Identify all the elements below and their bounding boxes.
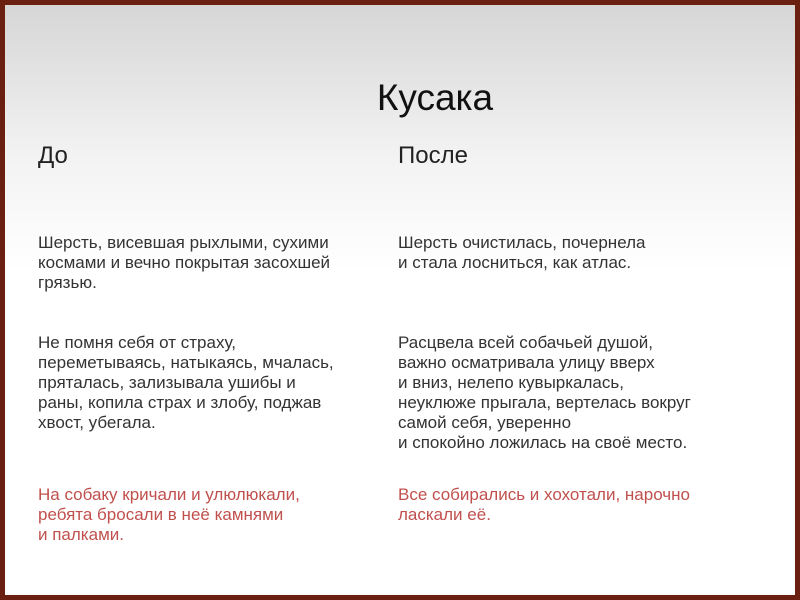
slide-title: Кусака [376, 77, 494, 118]
cell-after-fur: Шерсть очистилась, почернела и стала лосниться, как атлас. [398, 233, 646, 272]
cell-after-behavior: Расцвела всей собачьей душой, важно осматривала улицу вверх и вниз, нелепо кувыркалась, неуклюже прыгала, вертелась вокруг самой себя, уверенно и спокойно ложилась на своё место. [398, 333, 691, 452]
cell-after-people: Все собирались и хохотали, нарочно ласкали её. [398, 485, 690, 524]
column-header-before: До [38, 142, 68, 169]
cell-before-fur: Шерсть, висевшая рыхлыми, сухими космами и вечно покрытая засохшей грязью. [38, 233, 331, 292]
cell-before-behavior: Не помня себя от страху, переметываясь, натыкаясь, мчалась, пряталась, зализывала ушибы и раны, копила страх и злобу, поджав хвост, убегала. [38, 333, 334, 432]
cell-before-people: На собаку кричали и улюлюкали, ребята бросали в неё камнями и палками. [38, 485, 300, 544]
column-header-after: После [398, 142, 468, 169]
slide [5, 5, 795, 595]
